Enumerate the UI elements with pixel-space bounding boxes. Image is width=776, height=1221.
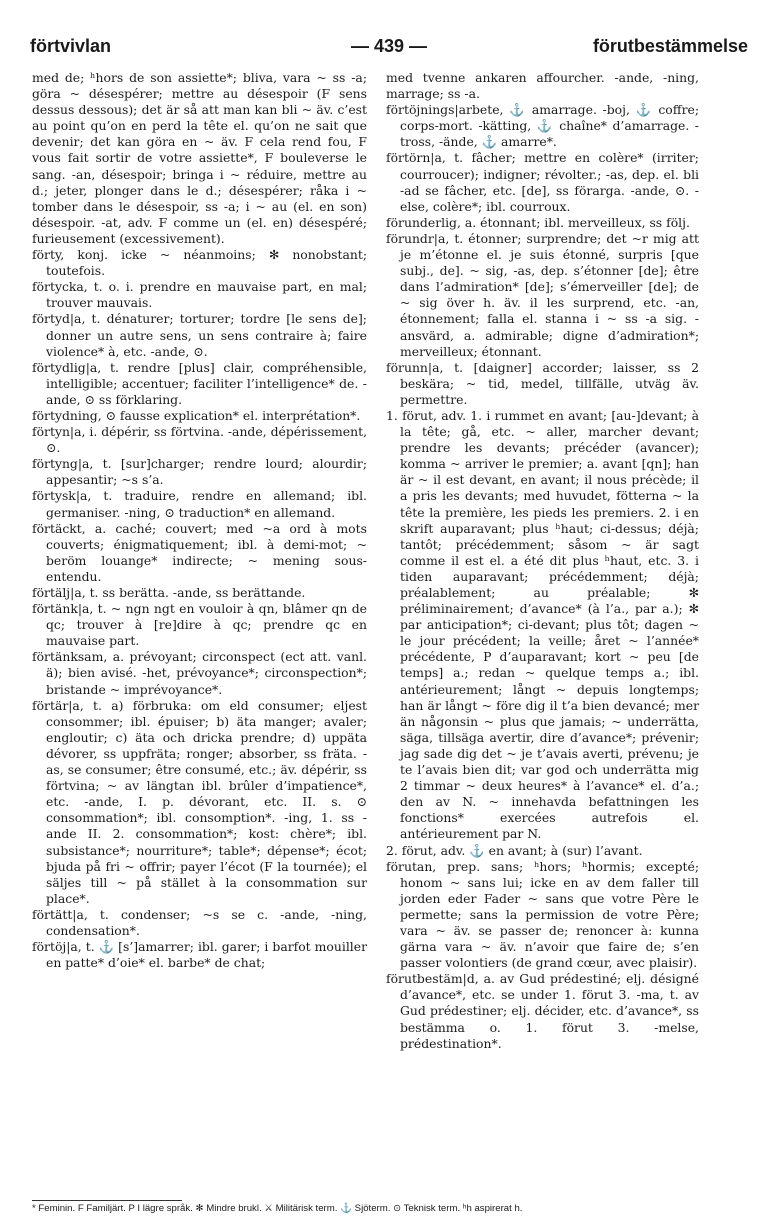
dictionary-entry: förtäckt, a. caché; couvert; med ~a ord à mots couverts; énigmatiquement; ibl. à demi-mot; ~ beröm louange* indirecte; ~ mening sous-entendu. (32, 520, 367, 584)
dictionary-entry: med de; ʰhors de son assiette*; bliva, vara ~ ss -a; göra ~ désespérer; mettre au désespoir (F sens dessus dessous); det är så att man kan bli ~ äv. c’est au point qu’on en perd la tête el. qu’on ne sait que devenir; det kan göra en ~ äv. F cela rend fou, F vous fait sortir de votre assiette*, F bouleverse le sang. -an, désespoir; bringa i ~ réduire, mettre au d.; jeter, plonger dans le d.; désespérer; råka i ~ tomber dans le désespoir, ss -a; i ~ au (el. en son) désespoir. -at, adv. F comme un (el. en) désespéré; furieusement (excessivement). (32, 70, 367, 246)
dictionary-entry: 1. förut, adv. 1. i rummet en avant; [au-]devant; à la tête; gå, etc. ~ aller, marcher devant; prendre les devants; précéder (avancer); komma ~ arriver le premier; a. avant [qn]; han är ~ il est devant, en avant; il nous précède; il a pris les devants; med huvudet, fötterna ~ la tête la première, les pieds les premiers. 2. i en skrift auparavant; plus ʰhaut; ci-dessus; déjà; tantôt; précédemment; såsom ~ är sagt comme il est el. a été dit plus ʰhaut, etc. 3. i tiden auparavant; précédemment; déjà; préalablement; au préalable; ✻ préliminairement; d’avance* (à l’a., par a.); ✻ par anticipation*; ci-devant; plus tôt; dagen ~ le jour précédent; la veille; året ~ l’année* précédente, P d’auparavant; kort ~ peu [de temps] a.; redan ~ quelque temps a.; ibl. antérieurement; långt ~ depuis longtemps; han är långt ~ före dig il t’a bien devancé; mer än någonsin ~ plus que jamais; ~ underrätta, säga, tillsäga avertir, dire d’avance*; prévenir; jag sade dig det ~ je t’avais averti, prévenu; je te l’avais bien dit; var god och underrätta mig 2 timmar ~ deux heures* à l’avance* el. d’a.; den av N. ~ innehavda befattningen les fonctions* exercées autrefois el. antérieurement par N. (386, 407, 699, 842)
dictionary-entry: förunderlig, a. étonnant; ibl. merveilleux, ss följ. (386, 214, 690, 230)
dictionary-entry: förtydlig|a, t. rendre [plus] clair, compréhensible, intelligible; accentuer; faciliter l’intelligence* de. -ande, ⊙ ss förklaring. (32, 359, 367, 407)
dictionary-entry: förtänk|a, t. ~ ngn ngt en vouloir à qn, blâmer qn de qc; trouver à [re]dire à qc; prendre qc en mauvaise part. (32, 601, 367, 649)
page-number: — 439 — (350, 36, 428, 56)
abbreviation-legend: * Feminin. F Familjärt. P I lägre språk. ✻ Mindre brukl. ⚔ Militärisk term. ⚓ Sjöterm. ⊙ Teknisk term. ʰh aspirerat h. (32, 1203, 523, 1214)
dictionary-entry: förtöj|a, t. ⚓ [s’]amarrer; ibl. garer; i barfot mouiller en patte* d’oie* el. barbe* de chat; (32, 939, 367, 971)
dictionary-entry: förundr|a, t. étonner; surprendre; det ~r mig att je m’étonne el. je suis étonné, surpris [que subj., de]. ~ sig, -as, dep. s’étonner [de]; être dans l’admiration* [de]; s’émerveiller [de]; de ~ sig över h. äv. il les surprend, etc. -an, étonnement; falla el. stanna i ~ ss -a sig. -ansvärd, a. admirable; digne d’admiration*; merveilleux; étonnant. (386, 230, 699, 359)
header-first-word: förtvivlan (30, 36, 112, 56)
dictionary-entry: förunn|a, t. [daigner] accorder; laisser, ss 2 beskära; ~ tid, medel, tillfälle, utväg äv. permettre. (386, 359, 699, 407)
dictionary-entry: förtälj|a, t. ss berätta. -ande, ss berättande. (32, 585, 306, 600)
dictionary-entry: förtydning, ⊙ fausse explication* el. interprétation*. (32, 407, 361, 423)
left-column (32, 70, 367, 971)
dictionary-entry: förtyng|a, t. [sur]charger; rendre lourd; alourdir; appesantir; ~s s’a. (32, 456, 367, 488)
dictionary-entry: 2. förut, adv. ⚓ en avant; à (sur) l’avant. (386, 842, 643, 858)
dictionary-entry: förtyn|a, i. dépérir, ss förtvina. -ande, dépérissement, ⊙. (32, 424, 368, 456)
footer-rule (32, 1200, 182, 1201)
dictionary-entry: förtyd|a, t. dénaturer; torturer; tordre [le sens de]; donner un autre sens, un sens contraire à; faire violence* à, etc. -ande, ⊙. (32, 311, 367, 359)
dictionary-entry: med tvenne ankaren affourcher. -ande, -ning, marrage; ss -a. (386, 70, 699, 102)
dictionary-entry: förtätt|a, t. condenser; ~s se c. -ande, -ning, condensation*. (32, 906, 367, 938)
dictionary-entry: förtycka, t. o. i. prendre en mauvaise part, en mal; trouver mauvais. (32, 279, 367, 311)
dictionary-entry: förtörn|a, t. fâcher; mettre en colère* (irriter; courroucer); indigner; révolter.; -as, dep. el. bli -ad se fâcher, etc. [de], ss förarga. -ande, ⊙. -else, colère*; ibl. courroux. (386, 150, 699, 214)
dictionary-entry: förtär|a, t. a) förbruka: om eld consumer; eljest consommer; ibl. épuiser; b) äta manger; avaler; engloutir; c) äta och dricka prendre; d) uppäta dévorer, ss uppfräta; ronger; absorber, ss fräta. -as, se consumer; être consumé, etc.; äv. dépérir, ss förtvina; ~ av längtan ibl. brûler d’impatience*, etc. -ande, I. p. dévorant, etc. II. s. ⊙ consommation*; ibl. consomption*. -ing, 1. ss -ande II. 2. consommation*; kost: chère*; ibl. subsistance*; nourriture*; table*; dépense*; écot; bjuda på fri ~ offrir; payer l’écot (F la tournée); el säljes till ~ på stället à la consommation sur place*. (32, 697, 367, 906)
dictionary-entry: förtänksam, a. prévoyant; circonspect (ect att. vanl. ä); bien avisé. -het, prévoyance*; circonspection*; bristande ~ imprévoyance*. (32, 649, 367, 697)
right-column (386, 70, 699, 1052)
dictionary-entry: förutan, prep. sans; ʰhors; ʰhormis; excepté; honom ~ sans lui; icke en av dem faller till jorden eder Fader ~ sans que votre Père le permette; sans la permission de votre Père; vara ~ äv. se passer de; renoncer à: kunna gärna vara ~ äv. n’avoir que faire de; s’en passer volontiers (de grand cœur, avec plaisir). (386, 858, 699, 971)
dictionary-entry: förty, konj. icke ~ néanmoins; ✻ nonobstant; toutefois. (32, 247, 367, 279)
page-header (30, 36, 748, 62)
dictionary-entry: förutbestäm|d, a. av Gud prédestiné; elj. désigné d’avance*, etc. se under 1. förut 3. -ma, t. av Gud prédestiner; elj. décider, etc. d’avance*, ss bestämma o. 1. förut 3. -melse, prédestination*. (386, 971, 699, 1051)
dictionary-entry: förtöjnings|arbete, ⚓ amarrage. -boj, ⚓ coffre; corps-mort. -kätting, ⚓ chaîne* d’amarrage. -tross, -ände, ⚓ amarre*. (386, 102, 699, 150)
header-last-word: förutbestämmelse (592, 36, 748, 56)
dictionary-entry: förtysk|a, t. traduire, rendre en allemand; ibl. germaniser. -ning, ⊙ traduction* en allemand. (32, 488, 367, 520)
